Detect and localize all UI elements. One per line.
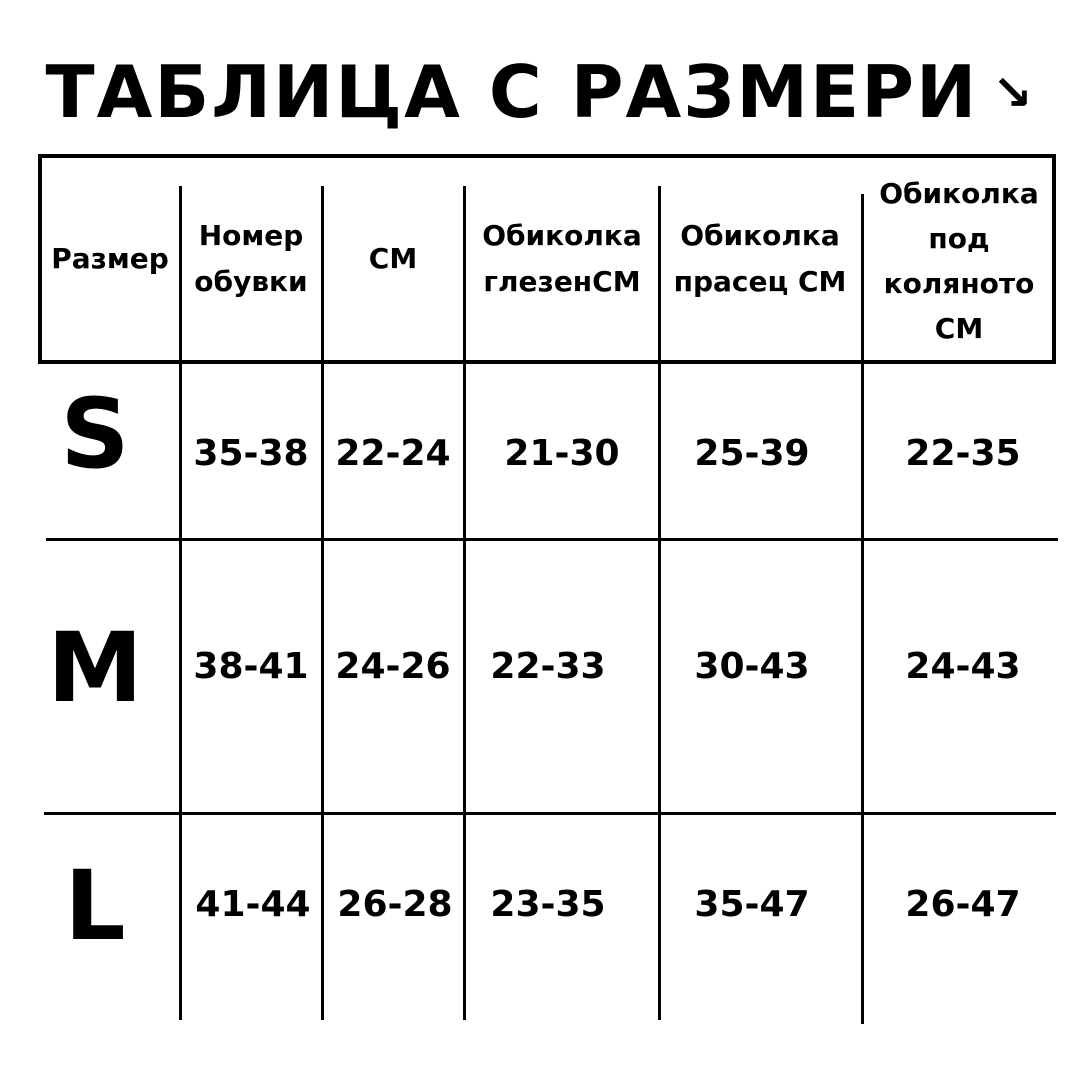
size-m: M [47,612,143,724]
row-l-calf: 35-47 [694,884,810,925]
row-s-ankle: 21-30 [504,433,620,474]
header-knee-line3: коляното [883,267,1035,300]
row-m-cm: 24-26 [335,646,451,687]
header-calf-line2: прасец СМ [673,265,847,298]
header-size [42,158,178,360]
header-knee-line1: Обиколка [879,177,1039,210]
header-cm-label: СМ [368,242,418,275]
row-s-shoe: 35-38 [193,433,309,474]
row-m-shoe: 38-41 [193,646,309,687]
row-l-ankle: 23-35 [490,884,606,925]
size-l: L [64,850,126,962]
row-divider [46,538,1058,541]
arrow-down-right-icon: ↘ [992,65,1035,121]
header-shoe-number [182,158,320,360]
page-title [0,52,1080,133]
header-knee-line2: под [928,222,990,255]
row-m-ankle: 22-33 [490,646,606,687]
header-cm [324,158,462,360]
row-s-calf: 25-39 [694,433,810,474]
header-shoe-line2: обувки [194,265,308,298]
row-s-knee: 22-35 [905,433,1021,474]
header-size-label: Размер [51,242,169,275]
row-l-knee: 26-47 [905,884,1021,925]
header-knee-line4: СМ [934,312,984,345]
header-calf [661,158,859,360]
size-s: S [60,378,130,490]
row-m-calf: 30-43 [694,646,810,687]
header-ankle [466,158,658,360]
header-ankle-line2: глезенСМ [483,265,641,298]
row-l-shoe: 41-44 [195,884,311,925]
header-knee [864,168,1054,354]
row-l-cm: 26-28 [337,884,453,925]
title-text: ТАБЛИЦА С РАЗМЕРИ [45,50,979,134]
row-m-knee: 24-43 [905,646,1021,687]
header-ankle-line1: Обиколка [482,219,642,252]
header-calf-line1: Обиколка [680,219,840,252]
row-s-cm: 22-24 [335,433,451,474]
header-shoe-line1: Номер [198,219,304,252]
row-divider [44,812,1056,815]
